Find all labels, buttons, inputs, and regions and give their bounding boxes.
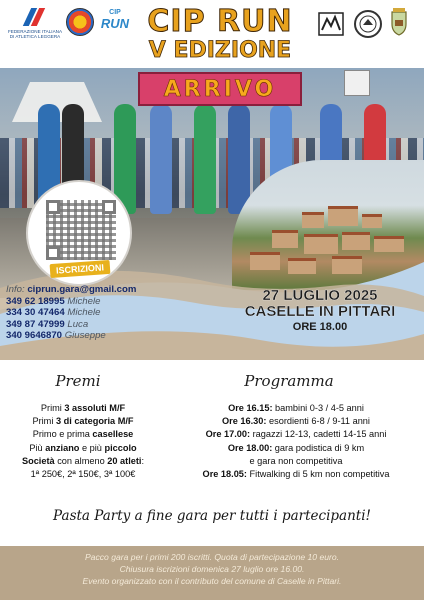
program-line: Ore 18.05: Fitwalking di 5 km non competitiva: [202, 469, 390, 480]
fidal-caption-2: DI ATLETICA LEGGERA: [9, 34, 61, 39]
prizes-heading: Premi: [55, 372, 101, 390]
footer-line: Chiusura iscrizioni domenica 27 luglio ore 16.00.: [119, 563, 305, 574]
program-line: e gara non competitiva: [249, 455, 343, 466]
event-details: [220, 288, 420, 334]
phone-line: [6, 319, 176, 331]
prize-line: Più anziano e più piccolo: [29, 442, 137, 453]
fidal-caption-1: FEDERAZIONE ITALIANA: [7, 29, 63, 34]
municipality-crest-logo: [390, 8, 408, 36]
association-seal-logo: [354, 10, 382, 38]
runner: [194, 104, 216, 214]
contact-name: Michele: [67, 307, 101, 319]
contact-name: Michele: [67, 295, 101, 307]
event-time: ORE 18.00: [292, 321, 348, 333]
qr-code-pattern: [46, 200, 116, 260]
phone-number[interactable]: 340 9646870: [6, 330, 63, 342]
contact-info: [6, 284, 176, 342]
prize-line: Società con almeno 20 atleti:: [21, 455, 145, 466]
finish-banner-label: ARRIVO: [163, 76, 277, 102]
footer-line: Evento organizzato con il contributo del comune di Caselle in Pittari.: [82, 575, 342, 586]
phone-number[interactable]: 334 30 47464: [6, 307, 65, 319]
contact-name: Luca: [67, 318, 89, 330]
footer-line: Pacco gara per i primi 200 iscritti. Quota di partecipazione 10 euro.: [84, 552, 340, 562]
footer: [0, 546, 424, 600]
contact-name: Giuseppe: [64, 330, 106, 342]
pasta-party-note: Pasta Party a fine gara per tutti i partecipanti!: [53, 508, 371, 524]
event-title: CIP RUN: [147, 4, 293, 39]
running-club-logo: [318, 12, 344, 36]
email-line: [6, 284, 176, 296]
prize-line: Primo e prima casellese: [32, 429, 134, 440]
prizes-list: [0, 402, 166, 481]
event-date: 27 LUGLIO 2025: [262, 287, 378, 304]
prize-line: Primi 3 assoluti M/F: [40, 403, 126, 413]
cip-logo-bottom: RUN: [100, 16, 130, 31]
prize-line: 1ª 250€, 2ª 150€, 3ª 100€: [30, 469, 136, 480]
sports-association-logo: [66, 8, 94, 36]
program-heading: Programma: [244, 372, 334, 390]
event-place: CASELLE IN PITTARI: [244, 303, 396, 320]
cip-logo-top: CIP: [109, 9, 121, 16]
runner: [228, 104, 250, 214]
email-address[interactable]: ciprun.gara@gmail.com: [27, 284, 137, 295]
program-line: Ore 16.30: esordienti 6-8 / 9-11 anni: [222, 416, 370, 427]
program-line: Ore 16.15: bambini 0-3 / 4-5 anni: [228, 403, 364, 413]
cip-run-logo: [100, 9, 130, 39]
phone-line: [6, 296, 176, 308]
phone-line: [6, 330, 176, 342]
phone-number[interactable]: 349 87 47999: [6, 318, 65, 330]
fidal-logo: [4, 8, 66, 39]
phone-number[interactable]: 349 62 18995: [6, 295, 65, 307]
prize-line: Primi 3 di categoria M/F: [32, 416, 134, 427]
email-prefix: Info:: [6, 284, 28, 295]
event-edition: V EDIZIONE: [148, 38, 292, 63]
phone-line: [6, 307, 176, 319]
finish-banner: [138, 72, 302, 106]
finish-flag: [344, 70, 370, 96]
qr-code-label: ISCRIZIONI: [50, 260, 111, 278]
program-list: [170, 402, 422, 481]
registration-qr-code[interactable]: [26, 180, 132, 286]
program-line: Ore 17.00: ragazzi 12-13, cadetti 14-15 anni: [205, 429, 387, 440]
program-line: Ore 18.00: gara podistica di 9 km: [227, 442, 365, 453]
runner: [150, 104, 172, 214]
